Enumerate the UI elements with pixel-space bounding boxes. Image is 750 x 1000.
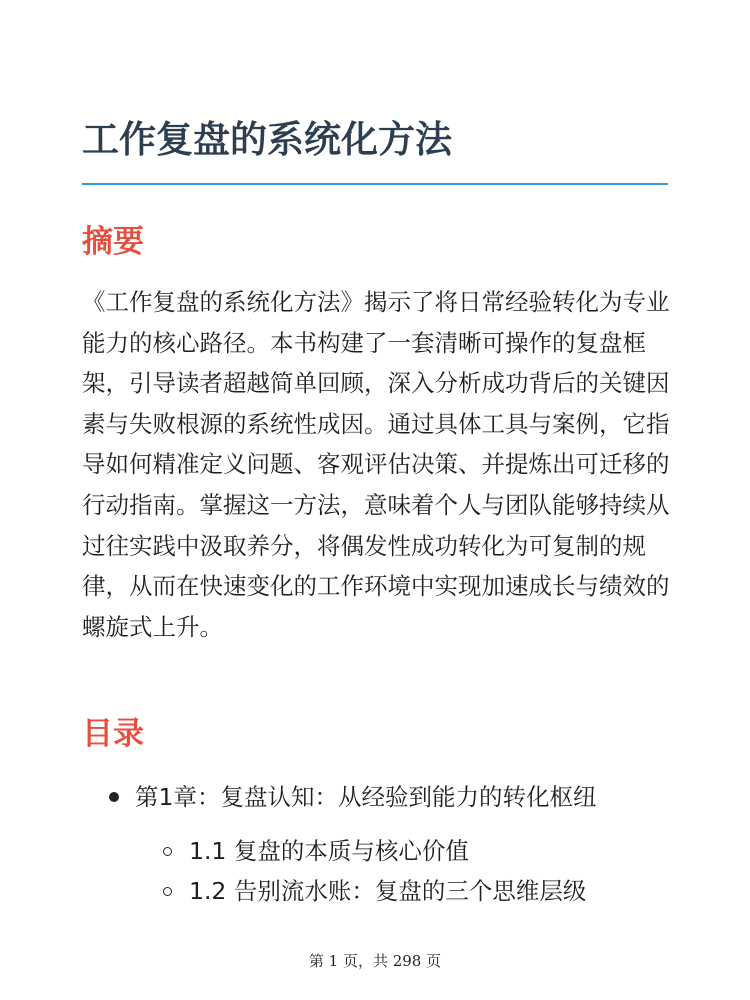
toc-chapter-1-sections [135, 831, 750, 911]
toc-section-label[interactable]: 1.1 复盘的本质与核心价值 [189, 837, 469, 865]
bullet-disc-icon [109, 792, 119, 802]
document-title: 工作复盘的系统化方法 [82, 118, 452, 161]
toc-chapter-1[interactable] [0, 775, 750, 911]
toc-section-1-2[interactable] [0, 871, 750, 911]
toc-section-label[interactable]: 1.2 告别流水账：复盘的三个思维层级 [189, 877, 587, 905]
summary-paragraph: 《工作复盘的系统化方法》揭示了将日常经验转化为专业能力的核心路径。本书构建了一套清晰可操作的复盘框架，引导读者超越简单回顾，深入分析成功背后的关键因素与失败根源的系统性成因。通过具体工具与案例，它指导如何精准定义问题、客观评估决策、并提炼出可迁移的行动指南。掌握这一方法，意味着个人与团队能够持续从过往实践中汲取养分，将偶发性成功转化为可复制的规律，从而在快速变化的工作环境中实现加速成长与绩效的螺旋式上升。 [82, 288, 670, 641]
bullet-circle-icon [163, 847, 172, 856]
toc-heading: 目录 [82, 716, 144, 752]
toc-chapter-label[interactable]: 第1章：复盘认知：从经验到能力的转化枢纽 [135, 783, 597, 811]
table-of-contents [0, 775, 750, 911]
toc-section-1-1[interactable] [0, 831, 750, 871]
summary-heading: 摘要 [82, 224, 144, 260]
title-underline [82, 183, 668, 185]
page-footer: 第 1 页，共 298 页 [308, 952, 442, 970]
bullet-circle-icon [163, 887, 172, 896]
